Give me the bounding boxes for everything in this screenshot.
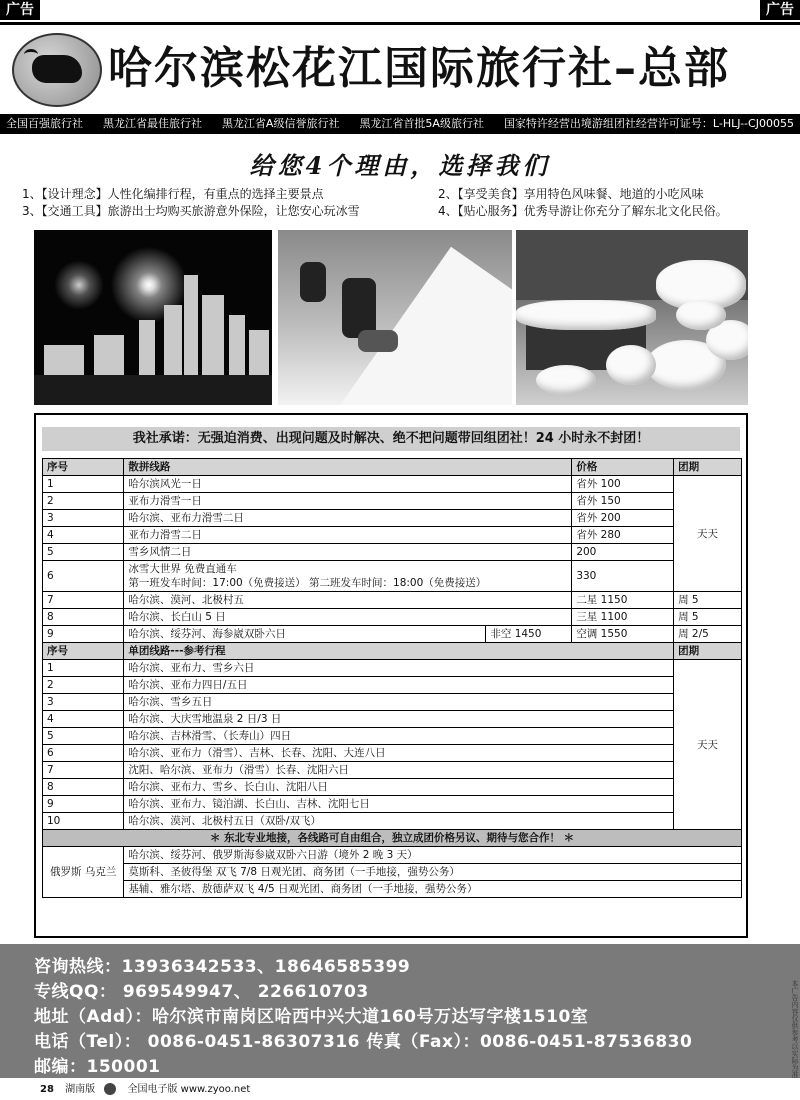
photo-snow-sledding [278, 230, 512, 405]
cell-route: 哈尔滨、亚布力滑雪二日 [124, 510, 572, 527]
cell-route: 哈尔滨、绥芬河、海参崴双卧六日 [124, 626, 486, 643]
postcode: 邮编：150001 [34, 1057, 161, 1077]
table-row [43, 813, 742, 830]
cell-route: 哈尔滨、长白山 5 日 [124, 609, 572, 626]
cell-route: 亚布力滑雪二日 [124, 527, 572, 544]
cell-route: 哈尔滨、雪乡五日 [124, 694, 674, 711]
cell-route: 哈尔滨、亚布力、雪乡、长白山、沈阳八日 [124, 779, 674, 796]
table-row [43, 660, 742, 677]
footer [0, 1080, 800, 1100]
cell-route: 哈尔滨、漠河、北极村五 [124, 592, 572, 609]
address: 地址（Add）：哈尔滨市南岗区哈西中兴大道160号万达写字楼1510室 [34, 1007, 589, 1027]
table-row [43, 796, 742, 813]
header-period: 团期 [674, 459, 742, 476]
cell-no: 5 [43, 728, 124, 745]
table-row [43, 527, 742, 544]
cell-no: 4 [43, 711, 124, 728]
cell-route: 哈尔滨、亚布力、镜泊湖、长白山、吉林、沈阳七日 [124, 796, 674, 813]
cell-route: 亚布力滑雪一日 [124, 493, 572, 510]
cell-no: 2 [43, 493, 124, 510]
cell-no: 9 [43, 796, 124, 813]
table-row [43, 592, 742, 609]
table-row [43, 762, 742, 779]
edition: 湖南版 [65, 1084, 96, 1095]
table-row [43, 544, 742, 561]
table-row [43, 745, 742, 762]
ad-tag-right: 广告 [760, 0, 800, 20]
table-header-row [43, 643, 742, 660]
header-no: 序号 [43, 459, 124, 476]
cooperation-banner: ＊ 东北专业地接，各线路可自由组合，独立成团价格另议、期待与您合作！ ＊ [43, 830, 742, 847]
phone-fax: 电话（Tel）： 0086-0451-86307316 传真（Fax）：0086-0451-87536830 [34, 1032, 693, 1052]
cell-no: 9 [43, 626, 124, 643]
brand-link[interactable]: 全国电子版 www.zyoo.net [127, 1084, 251, 1095]
cell-no: 4 [43, 527, 124, 544]
cell-period-daily: 天天 [674, 660, 742, 830]
cell-route: 哈尔滨、漠河、北极村五日（双卧/双飞） [124, 813, 674, 830]
credentials-bar [0, 114, 800, 134]
page-number: 28 [40, 1084, 54, 1095]
cell-no: 6 [43, 561, 124, 592]
cell-route: 哈尔滨、吉林滑雪、（长寿山）四日 [124, 728, 674, 745]
reason-item: 3、【交通工具】旅游出士均购买旅游意外保险，让您安心玩冰雪 [22, 204, 360, 218]
cell-route: 基辅、雅尔塔、敖德萨双飞 4/5 日观光团、商务团（一手地接，强势公务） [124, 881, 742, 898]
brand-icon [104, 1083, 116, 1095]
cell-period: 周 2/5 [674, 626, 742, 643]
cell-price: 二星 1150 [572, 592, 674, 609]
cell-price-alt: 非空 1450 [486, 626, 572, 643]
photo-fireworks-ice-castle [34, 230, 272, 405]
credential-item: 黑龙江省最佳旅行社 [102, 117, 202, 130]
header-group-route: 单团线路---参考行程 [124, 643, 674, 660]
cell-no: 10 [43, 813, 124, 830]
table-header-row [43, 459, 742, 476]
service-promise: 我社承诺：无强迫消费、出现问题及时解决、绝不把问题带回组团社！24 小时永不封团！ [42, 427, 740, 451]
hotline: 咨询热线：13936342533、18646585399 [34, 957, 411, 977]
table-row [43, 677, 742, 694]
reason-item: 1、【设计理念】人性化编排行程，有重点的选择主要景点 [22, 187, 324, 201]
cell-no: 8 [43, 609, 124, 626]
slogan: 给您4个理由，选择我们 [249, 151, 551, 180]
route-line: 冰雪大世界 免费直通车 [128, 563, 237, 575]
cell-period: 周 5 [674, 592, 742, 609]
cell-price: 空调 1550 [572, 626, 674, 643]
table-row [43, 779, 742, 796]
cell-route: 哈尔滨、亚布力（滑雪）、吉林、长春、沈阳、大连八日 [124, 745, 674, 762]
header-route: 散拼线路 [124, 459, 572, 476]
table-row [43, 561, 742, 592]
qq-numbers: 专线QQ： 969549947、 226610703 [34, 982, 369, 1002]
cell-price: 200 [572, 544, 674, 561]
cell-no: 1 [43, 476, 124, 493]
reason-item: 2、【享受美食】享用特色风味餐、地道的小吃风味 [438, 187, 704, 201]
cell-route: 哈尔滨、亚布力、雪乡六日 [124, 660, 674, 677]
cell-price: 省外 200 [572, 510, 674, 527]
contact-block [0, 944, 800, 1078]
cell-route: 哈尔滨、亚布力四日/五日 [124, 677, 674, 694]
cell-price: 省外 100 [572, 476, 674, 493]
cell-period: 周 5 [674, 609, 742, 626]
table-row [43, 728, 742, 745]
table-row [43, 847, 742, 864]
cell-route: 哈尔滨风光一日 [124, 476, 572, 493]
cell-no: 2 [43, 677, 124, 694]
company-name: 哈尔滨松花江国际旅行社–总部 [108, 43, 730, 94]
table-row [43, 881, 742, 898]
reason-item: 4、【贴心服务】优秀导游让你充分了解东北文化民俗。 [438, 204, 728, 218]
credential-item: 黑龙江省A级信誉旅行社 [221, 117, 340, 130]
cell-price: 330 [572, 561, 674, 592]
side-note: 本广告内容仅供参考以实际为准 [791, 980, 799, 1078]
cell-no: 3 [43, 694, 124, 711]
company-logo [12, 33, 102, 107]
table-row [43, 864, 742, 881]
table-row [43, 476, 742, 493]
banner-row [43, 830, 742, 847]
cell-price: 省外 150 [572, 493, 674, 510]
cell-route: 哈尔滨、绥芬河、俄罗斯海参崴双卧六日游（境外 2 晚 3 天） [124, 847, 742, 864]
cell-foreign-label: 俄罗斯 乌克兰 [43, 847, 124, 898]
cell-route: 沈阳、哈尔滨、亚布力（滑雪）长春、沈阳六日 [124, 762, 674, 779]
table-row [43, 694, 742, 711]
routes-table [42, 458, 742, 898]
cell-no: 5 [43, 544, 124, 561]
table-row [43, 609, 742, 626]
cell-route: 哈尔滨、大庆雪地温泉 2 日/3 日 [124, 711, 674, 728]
header-period: 团期 [674, 643, 742, 660]
table-row [43, 626, 742, 643]
route-price-table [34, 413, 748, 938]
route-line: 第一班发车时间：17:00（免费接送） 第二班发车时间：18:00（免费接送） [128, 577, 487, 589]
cell-no: 7 [43, 592, 124, 609]
ad-tag-left: 广告 [0, 0, 40, 20]
header-price: 价格 [572, 459, 674, 476]
cell-no: 8 [43, 779, 124, 796]
cell-no: 7 [43, 762, 124, 779]
ox-icon [32, 55, 82, 83]
photo-snow-village [516, 230, 748, 405]
cell-price: 三星 1100 [572, 609, 674, 626]
table-row [43, 493, 742, 510]
credential-item: 黑龙江省首批5A级旅行社 [359, 117, 484, 130]
table-row [43, 510, 742, 527]
license-number: 国家特许经营出境游组团社经营许可证号：L-HLJ--CJ00055 [503, 117, 794, 130]
table-row [43, 711, 742, 728]
credential-item: 全国百强旅行社 [6, 117, 83, 130]
cell-period-daily: 天天 [674, 476, 742, 592]
cell-route [124, 561, 572, 592]
cell-no: 6 [43, 745, 124, 762]
cell-no: 3 [43, 510, 124, 527]
cell-no: 1 [43, 660, 124, 677]
header-no: 序号 [43, 643, 124, 660]
cell-route: 莫斯科、圣彼得堡 双飞 7/8 日观光团、商务团（一手地接，强势公务） [124, 864, 742, 881]
header [0, 22, 800, 117]
cell-price: 省外 280 [572, 527, 674, 544]
cell-route: 雪乡风情二日 [124, 544, 572, 561]
